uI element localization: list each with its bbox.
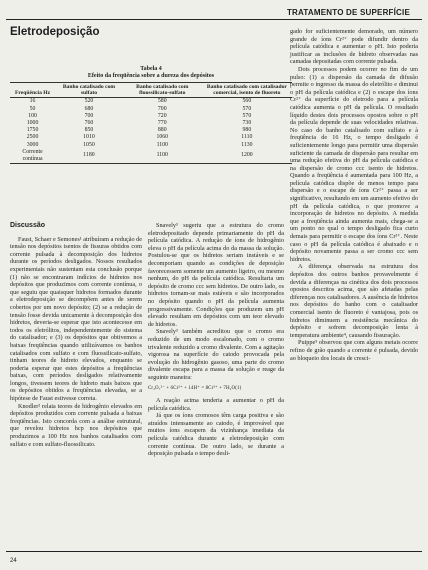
table-cell: 720 [157,112,167,119]
paragraph: Snavely³ sugeriu que a estrutura do cromo eletrodepositado depende primariamente do pH da película catódica. A redução de íons de hidrogênio eleva o pH da película acima do da massa da solução. Postulou-se que os hidretos seriam instáveis e se decomporiam quando as condições de deposição favorecessem somente um aumento ligeiro, ou mesmo nenhum, do pH da película catódica. Resultaria um depósito de cromo ccc sem hidretos. De outro lado, os hidretos tornam-se mais estáveis e são incorporados no depósito quando o pH da película aumenta progressivamente. Condições que produzem um pH elevado resultam em depósitos com um teor elevado de hidretos. [148,222,284,328]
table-row [10,98,292,106]
table-caption [10,66,292,80]
table-cell: 880 [157,127,167,134]
table-header: Banho catalisado com fluossilicato-sulfato [123,83,202,98]
table-cell: 520 [84,98,94,105]
table-cell: 50 [29,105,36,112]
footer-rule [6,551,422,552]
running-header: TRATAMENTO DE SUPERFÍCIE [286,8,410,17]
table-row [10,134,292,141]
hardness-table [10,82,292,164]
table-cell: 2500 [26,134,39,141]
table-row [10,127,292,134]
paragraph: A diferença observada na estrutura dos depósitos dos outros banhos provavelmente é devida a diferenças na cinética dos dois processos opostos descritos acima, que são afetadas pelas diferenças nos catalisadores. A ausência de hidretos nos depósitos do banho com o catalisador comercial isento de fluoreto é vantajosa, pois os hidretos diminuem a resistência mecânica do depósito e sofrem decomposição lenta à temperatura ambiente⁴, causando fissuração. [290,263,418,339]
table-row [10,120,292,127]
column-middle [148,222,284,458]
table-cell: 680 [84,105,94,112]
table-cell: 560 [242,98,252,105]
paragraph: gado for suficientemente demorado, um número grande de íons Cr²⁺ pode difundir dentro da película catódica e aumentar o pH. Isto poderia justificar as inclusões de hidreto observadas nas camadas depositadas com corrente pulsada. [290,28,418,66]
table-row [10,149,292,164]
paragraph: Já que os íons cromosos têm carga positiva e são atraídos intensamente ao catodo, é improvável que muitos íons escapem da vizinhança imediata da película catódica durante a eletrodeposição com corrente contínua. De outro lado, se durante a deposição pulsada o tempo desli- [148,412,284,458]
table-cell: 16 [29,98,36,105]
table-cell: 1750 [26,127,39,134]
table-cell: 1180 [55,149,123,164]
table-cell: 570 [242,112,252,119]
table-cell: 760 [84,120,94,127]
table-header: Banho catalisado com sulfato [55,83,123,98]
table-cell: 700 [157,105,167,112]
discussion-heading: Discussão [10,222,46,229]
table-header: Banho catalisado com catalisador comercial, isento de fluoreto [202,83,292,98]
paragraph: Knodler² relata teores de hidrogênio elevados em depósitos produzidos com corrente pulsada a baixas freqüências. Isto concorda com a análise estrutural, que revelou hidretos hcp nos depósitos que produzimos a 100 Hz nos banhos catalisados com sulfato e com sulfato-fluossilicato. [10,402,142,448]
column-right [290,28,418,362]
column-left [10,222,142,448]
table-cell: 1130 [241,141,253,148]
table-cell: 1100 [156,141,168,148]
table-cell: 770 [157,120,167,127]
paragraph: A reação acima tenderia a aumentar o pH da película catódica. [148,397,284,412]
table-cell: 3000 [26,141,39,148]
chemical-equation: Cr₂O₇²⁻ + 6Cr²⁺ + 14H⁺ = 8Cr³⁺ + 7H₂O(1) [148,386,242,392]
table-cell: 1200 [202,149,292,164]
table-cell: 1010 [83,134,95,141]
paragraph: Dois processos podem ocorrer no fim de um pulso: (1) a dispersão da camada de difusão permite o ingresso da massa do eletrólito e diminui o pH da película catódica e (2) o escape dos íons Cr²⁺ da superfície do eletrodo para a película catódica aumenta o pH da película. O resultado líquido destes dois processos opostos sobre o pH da película depende de suas velocidades relativas. No caso do banho catalisado com sulfato e à freqüência de 16 Hz, o tempo desligado é suficientemente longo para permitir uma dispersão suficiente da camada de dispersão para resultar em uma redução efetiva do pH da película catódica e na dispersão de cromo ccc isento de hidretos. Quando a freqüência é aumentada para 100 Hz, a película catódica dispõe de menos tempo para dispersão e o escape de íons Cr²⁺ passa a ser significativo, resultando em um aumento efetivo do pH da película catódica, o que promove a incorporação de hidretos no depósito. A medida que a freqüência ainda aumenta mais, chega-se a um ponto no qual o tempo desligado fica curto demais para permitir o escape dos íons Cr²⁺. Neste caso o pH da película catódica é abaixado e o depósito novamente passa a ser cromo ccc sem hidretos. [290,65,418,263]
table-cell: 1050 [83,141,95,148]
paragraph: Puippe⁵ observou que com alguns metais ocorre refino de grão quando a corrente é pulsada, devido ao bloqueio dos locais de cresci- [290,339,418,362]
section-title: Eletrodeposição [10,26,100,38]
table-number: Tabela 4 [140,66,162,72]
paragraph: Faust, Schaer e Semones¹ atribuíram a redução de tensão nos depósitos isentos de fissuras obtidos com corrente pulsada à decomposição dos hidretos durante os períodos desligados. Nossos resultados experimentais não sustentam esta conclusão porque (1) não se encontraram indícios de hidretos nos depósitos que produzimos com corrente contínua, o que seguiu que quaisquer hidretos formados durante a eletrodeposição se decompõem antes de serem cobertos por um novo depósito; (2) se a redução de tensão fosse devida unicamente à decomposição dos hidretos, deveria-se esperar que isto acontecesse em todos os eletrólitos, independentemente do sistema do catalisador; e (3) os depósitos que obtivemos a baixas freqüências quando utilizávamos os banhos catalisados com sulfato e com fluossilicato-sulfato, tinham teores de hidreto elevados, enquanto se poderia esperar que estes depósitos a freqüências baixas, com períodos desligados relativamente longos, tivessem teores de hidreto mais baixos que os depósitos obtidos a freqüências elevadas, se a hipótese de Faust estivesse correta. [10,235,142,403]
table-cell: 980 [242,127,252,134]
table-title: Efeito da freqüência sobre a dureza dos depósitos [87,73,215,79]
table-cell: 850 [84,127,94,134]
table-cell: 730 [242,120,252,127]
table-cell: Corrente contínua [10,149,55,164]
data-table [10,66,292,164]
paragraph: Snavely³ também acreditou que o cromo era reduzido de um modo escalonado, com o cromo trivalente reduzido a cromo divalente. Com a agitação vigorosa na superfície do catodo provocada pela evolução do hidrogênio gasoso, uma parte do cromo divalente escapa para a massa da solução e reage da seguinte maneira: [148,328,284,381]
table-cell: 100 [28,112,37,119]
table-cell: 1000 [26,120,39,127]
table-row [10,142,292,149]
table-cell: 1110 [241,134,253,141]
table-cell: 580 [157,98,167,105]
table-cell: 570 [242,105,252,112]
table-cell: 700 [84,112,94,119]
table-cell: 1060 [156,134,169,141]
table-row [10,113,292,120]
table-cell: 1100 [123,149,202,164]
header-rule [6,19,422,20]
page-number: 24 [10,558,17,564]
table-row [10,106,292,113]
table-header: Freqüência Hz [10,83,55,98]
